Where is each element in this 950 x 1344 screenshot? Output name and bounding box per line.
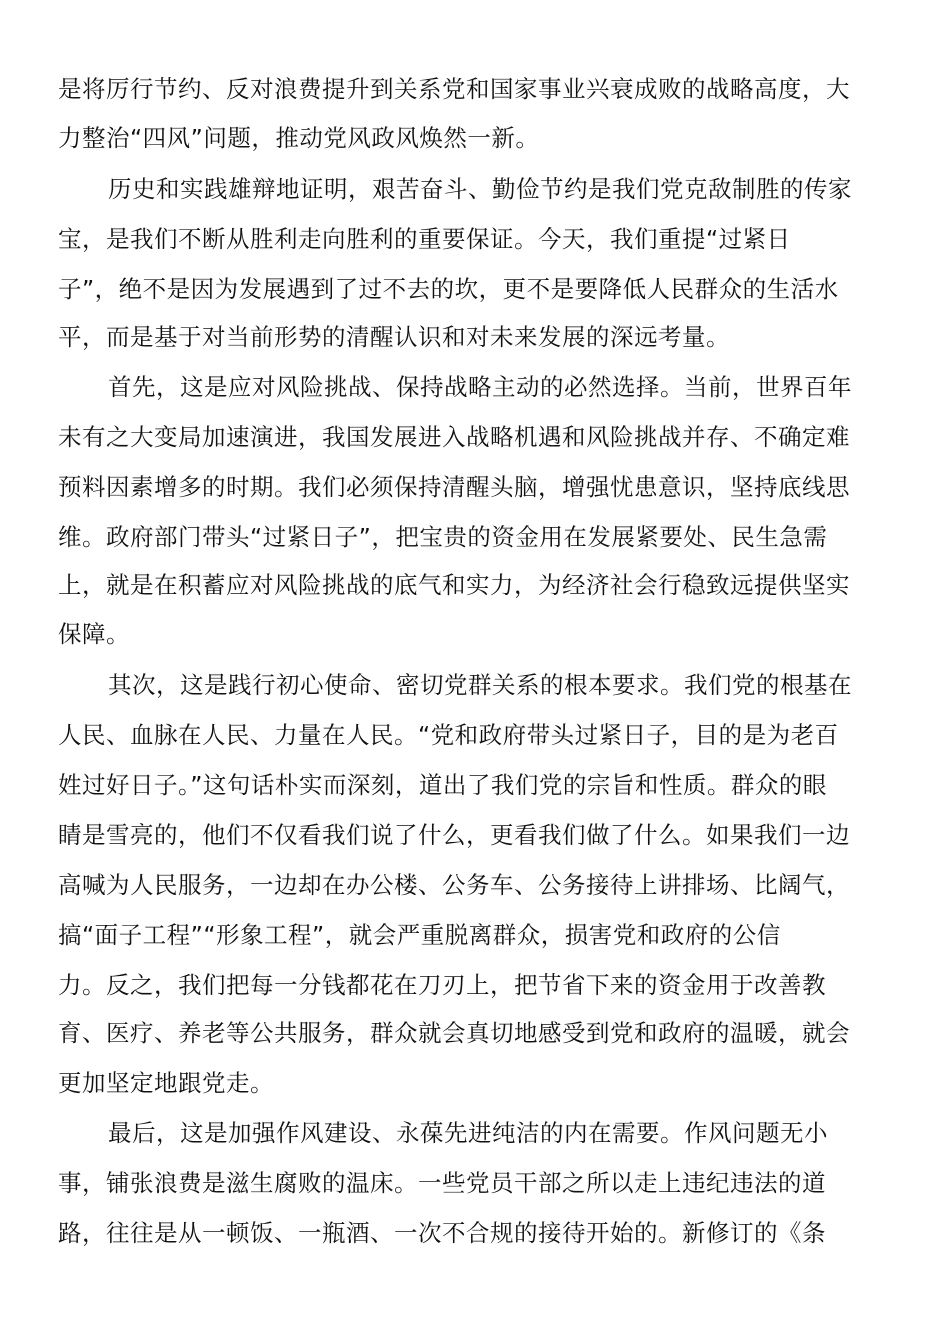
- text-line: 未有之大变局加速演进，我国发展进入战略机遇和风险挑战并存、不确定难: [58, 423, 850, 451]
- text-line: 保障。: [58, 620, 130, 648]
- text-line: 更加坚定地跟党走。: [58, 1069, 274, 1097]
- text-line: 姓过好日子。”这句话朴实而深刻，道出了我们党的宗旨和性质。群众的眼: [58, 771, 827, 799]
- text-line: 宝，是我们不断从胜利走向胜利的重要保证。今天，我们重提“过紧日: [58, 225, 791, 253]
- text-line: 上，就是在积蓄应对风险挑战的底气和实力，为经济社会行稳致远提供坚实: [58, 571, 850, 599]
- text-line: 高喊为人民服务，一边却在办公楼、公务车、公务接待上讲排场、比阔气，: [58, 871, 850, 899]
- text-line: 预料因素增多的时期。我们必须保持清醒头脑，增强忧患意识，坚持底线思: [58, 473, 850, 501]
- text-line: 最后，这是加强作风建设、永葆先进纯洁的内在需要。作风问题无小: [108, 1119, 828, 1147]
- text-line: 育、医疗、养老等公共服务，群众就会真切地感受到党和政府的温暖，就会: [58, 1019, 850, 1047]
- text-line: 平，而是基于对当前形势的清醒认识和对未来发展的深远考量。: [58, 323, 730, 351]
- text-line: 其次，这是践行初心使命、密切党群关系的根本要求。我们党的根基在: [108, 671, 852, 699]
- text-line: 维。政府部门带头“过紧日子”，把宝贵的资金用在发展紧要处、民生急需: [58, 523, 828, 551]
- text-line: 路，往往是从一顿饭、一瓶酒、一次不合规的接待开始的。新修订的《条: [58, 1219, 826, 1247]
- text-line: 事，铺张浪费是滋生腐败的温床。一些党员干部之所以走上违纪违法的道: [58, 1169, 826, 1197]
- text-line: 力。反之，我们把每一分钱都花在刀刃上，把节省下来的资金用于改善教: [58, 971, 826, 999]
- text-line: 历史和实践雄辩地证明，艰苦奋斗、勤俭节约是我们党克敌制胜的传家: [108, 175, 852, 203]
- text-line: 搞“面子工程”“形象工程”，就会严重脱离群众，损害党和政府的公信: [58, 921, 781, 949]
- text-line: 力整治“四风”问题，推动党风政风焕然一新。: [58, 124, 540, 152]
- text-line: 首先，这是应对风险挑战、保持战略主动的必然选择。当前，世界百年: [108, 373, 852, 401]
- text-line: 是将厉行节约、反对浪费提升到关系党和国家事业兴衰成败的战略高度，大: [58, 75, 850, 103]
- text-line: 睛是雪亮的，他们不仅看我们说了什么，更看我们做了什么。如果我们一边: [58, 821, 850, 849]
- text-line: 人民、血脉在人民、力量在人民。“党和政府带头过紧日子，目的是为老百: [58, 721, 839, 749]
- text-line: 子”，绝不是因为发展遇到了过不去的坎，更不是要降低人民群众的生活水: [58, 275, 839, 303]
